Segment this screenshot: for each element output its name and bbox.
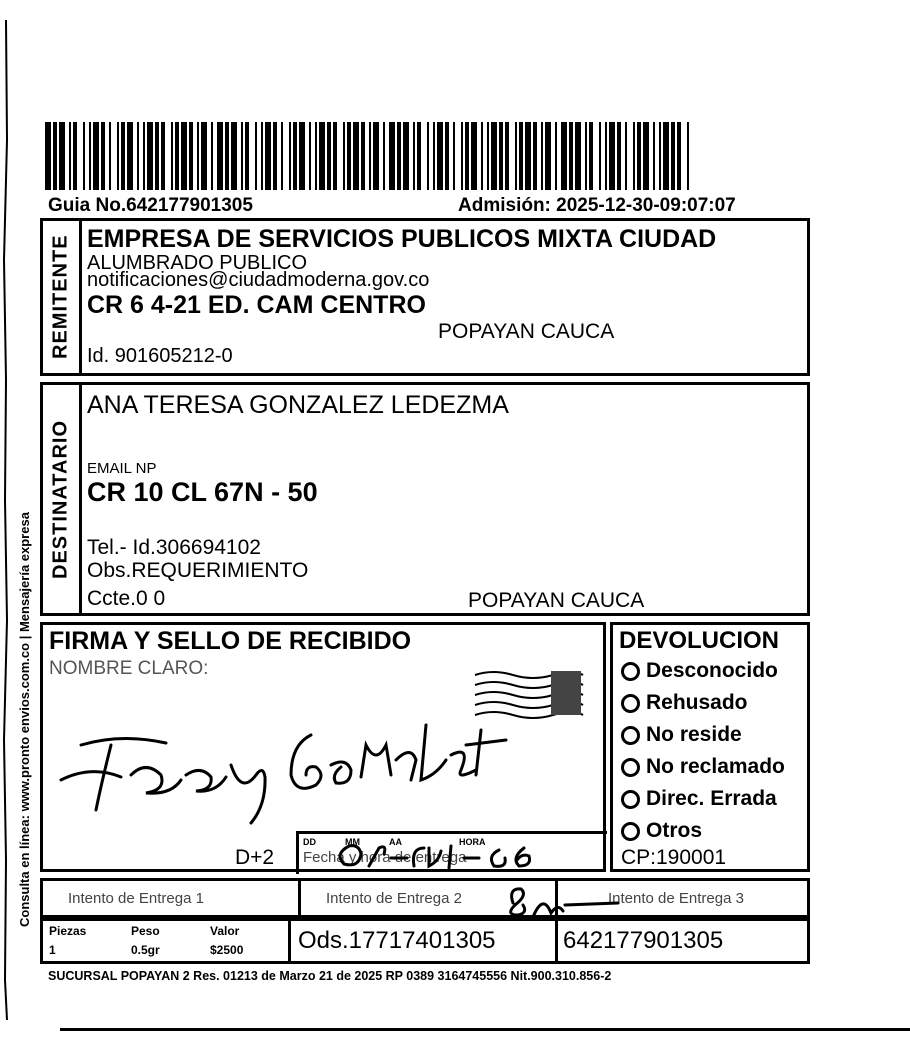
barcode-bar [117,122,119,190]
barcode-bar [231,122,237,190]
handwritten-date [329,836,549,872]
ods-number: Ods.17717401305 [298,927,496,954]
destinatario-city: POPAYAN CAUCA [468,589,645,612]
barcode-bar [515,122,517,190]
barcode-bar [197,122,199,190]
barcode-bar [347,122,351,190]
valor-value: $2500 [210,943,244,957]
barcode-bar [333,122,337,190]
barcode-bar [637,122,641,190]
remitente-id: Id. 901605212-0 [87,345,233,367]
intentos-row [40,878,810,918]
side-text: Consulta en línea: www.pronto envios.com.co | Mensajería expresa [17,512,32,928]
devolucion-title: DEVOLUCION [619,627,780,654]
barcode-bar [155,122,159,190]
nombre-claro-label: NOMBRE CLARO: [49,658,209,679]
service-type: D+2 [235,846,275,869]
barcode-bar [561,122,567,190]
barcode-bar [299,122,305,190]
barcode-bar [625,122,627,190]
barcode-bar [585,122,587,190]
shipment-row [40,918,810,964]
intento-3: Intento de Entrega 3 [608,890,744,907]
guia-number: 642177901305 [563,927,724,954]
scan-edge-bottom [60,1028,910,1031]
barcode-bar [143,122,145,190]
barcode-bar [643,122,649,190]
destinatario-obs: Obs.REQUERIMIENTO [87,559,309,582]
intento-2: Intento de Entrega 2 [326,890,462,907]
radio-icon [621,662,640,681]
destinatario-section [40,382,810,616]
barcode-bar [69,122,71,190]
barcode-bar [217,122,223,190]
remitente-city: POPAYAN CAUCA [438,320,615,343]
destinatario-label: DESTINATARIO [49,419,72,579]
option-label: No reside [646,723,742,746]
destinatario-tel: Tel.- Id.306694102 [87,536,261,559]
remitente-email: notificaciones@ciudadmoderna.gov.co [87,269,430,291]
barcode-bar [73,122,77,190]
barcode-bar [101,122,105,190]
date-header-hora: HORA [459,837,486,847]
barcode-bar [309,122,311,190]
barcode-bar [89,122,91,190]
barcode-bar [93,122,99,190]
scan-edge [0,20,10,1020]
barcode-bar [109,122,111,190]
barcode-bar [281,122,283,190]
barcode-bar [175,122,179,190]
barcode-bar [353,122,359,190]
barcode-bar [369,122,371,190]
remitente-name-2: ALUMBRADO PUBLICO [87,252,308,274]
barcode-bar [127,122,133,190]
option-label: Desconocido [646,659,778,682]
barcode-bar [171,122,173,190]
barcode-bar [687,122,689,190]
barcode-bar [383,122,385,190]
barcode-bar [315,122,317,190]
barcode-bar [343,122,345,190]
barcode-bar [663,122,669,190]
barcode-bar [265,122,271,190]
destinatario-email-note: EMAIL NP [87,460,157,477]
barcode-bar [293,122,297,190]
barcode-bar [437,122,443,190]
barcode-bar [137,122,139,190]
option-label: Direc. Errada [646,787,777,810]
radio-icon [621,694,640,713]
barcode-bar [677,122,681,190]
option-desconocido[interactable] [621,659,778,683]
option-no-reside[interactable] [621,723,742,747]
barcode-bar [453,122,455,190]
piezas-label: Piezas [49,924,87,938]
date-header-dd: DD [303,837,316,847]
barcode-bar [555,122,557,190]
option-label: Rehusado [646,691,748,714]
barcode-bar [373,122,379,190]
barcode-bar [465,122,469,190]
barcode-bar [505,122,509,190]
date-header-aa: AA [389,837,402,847]
barcode-bar [659,122,661,190]
barcode-bar [201,122,207,190]
option-rehusado[interactable] [621,691,748,715]
remitente-name-1: EMPRESA DE SERVICIOS PUBLICOS MIXTA CIUDAD [87,225,717,253]
barcode-bar [471,122,477,190]
barcode-bar [59,122,65,190]
barcode-bar [245,122,249,190]
barcode-bar [319,122,325,190]
firma-section [40,622,606,872]
barcode-bar [147,122,153,190]
barcode-bar [461,122,463,190]
barcode-bar [533,122,537,190]
option-otros[interactable] [621,819,702,843]
option-no-reclamado[interactable] [621,755,785,779]
option-label: No reclamado [646,755,785,778]
radio-icon [621,758,640,777]
piezas-value: 1 [49,943,56,957]
barcode [45,122,695,190]
remitente-label: REMITENTE [49,234,72,360]
option-label: Otros [646,819,703,842]
barcode-bar [569,122,573,190]
barcode-bar [241,122,243,190]
devolucion-section [610,622,810,872]
barcode-bar [327,122,331,190]
barcode-bar [289,122,291,190]
firma-title: FIRMA Y SELLO DE RECIBIDO [49,627,412,655]
radio-icon [621,822,640,841]
barcode-bar [211,122,213,190]
barcode-bar [519,122,523,190]
barcode-bar [575,122,581,190]
barcode-bar [417,122,421,190]
barcode-bar [589,122,593,190]
barcode-bar [181,122,187,190]
destinatario-ccte: Ccte.0 0 [87,587,166,610]
barcode-bar [481,122,483,190]
fecha-label: Fecha y hora de entrega [303,849,467,866]
barcode-bar [541,122,543,190]
barcode-bar [53,122,57,190]
admision-label: Admisión: 2025-12-30-09:07:07 [458,195,736,216]
remitente-address: CR 6 4-21 ED. CAM CENTRO [87,291,426,319]
barcode-bar [161,122,165,190]
radio-icon [621,790,640,809]
barcode-bar [487,122,489,190]
barcode-bar [605,122,607,190]
barcode-bar [225,122,229,190]
intento-1: Intento de Entrega 1 [68,890,204,907]
handwritten-mark [503,883,623,919]
barcode-bar [121,122,125,190]
barcode-bar [599,122,601,190]
barcode-bar [609,122,615,190]
barcode-bar [273,122,277,190]
peso-label: Peso [131,924,160,938]
destinatario-name: ANA TERESA GONZALEZ LEDEZMA [87,391,509,419]
barcode-bar [671,122,675,190]
guia-label: Guia No.642177901305 [48,195,253,216]
signature [51,705,511,825]
peso-value: 0.5gr [131,943,160,957]
barcode-bar [491,122,497,190]
barcode-bar [617,122,621,190]
footer-text: SUCURSAL POPAYAN 2 Res. 01213 de Marzo 21 de 2025 RP 0389 3164745556 Nit.900.310.856-2 [48,969,612,983]
valor-label: Valor [210,924,240,938]
barcode-bar [413,122,415,190]
option-direc-errada[interactable] [621,787,777,811]
barcode-bar [83,122,85,190]
barcode-bar [499,122,503,190]
radio-icon [621,726,640,745]
barcode-bar [633,122,635,190]
barcode-bar [361,122,365,190]
barcode-bar [545,122,551,190]
barcode-bar [45,122,51,190]
barcode-bar [433,122,435,190]
barcode-bar [261,122,263,190]
barcode-bar [189,122,193,190]
remitente-section [40,218,810,376]
barcode-bar [389,122,395,190]
destinatario-address: CR 10 CL 67N - 50 [87,477,318,507]
date-header-mm: MM [345,837,360,847]
barcode-bar [653,122,655,190]
barcode-bar [427,122,429,190]
barcode-bar [397,122,401,190]
barcode-bar [445,122,449,190]
barcode-bar [525,122,531,190]
barcode-bar [255,122,257,190]
postal-code: CP:190001 [621,846,727,869]
barcode-bar [403,122,409,190]
date-box [296,831,607,874]
